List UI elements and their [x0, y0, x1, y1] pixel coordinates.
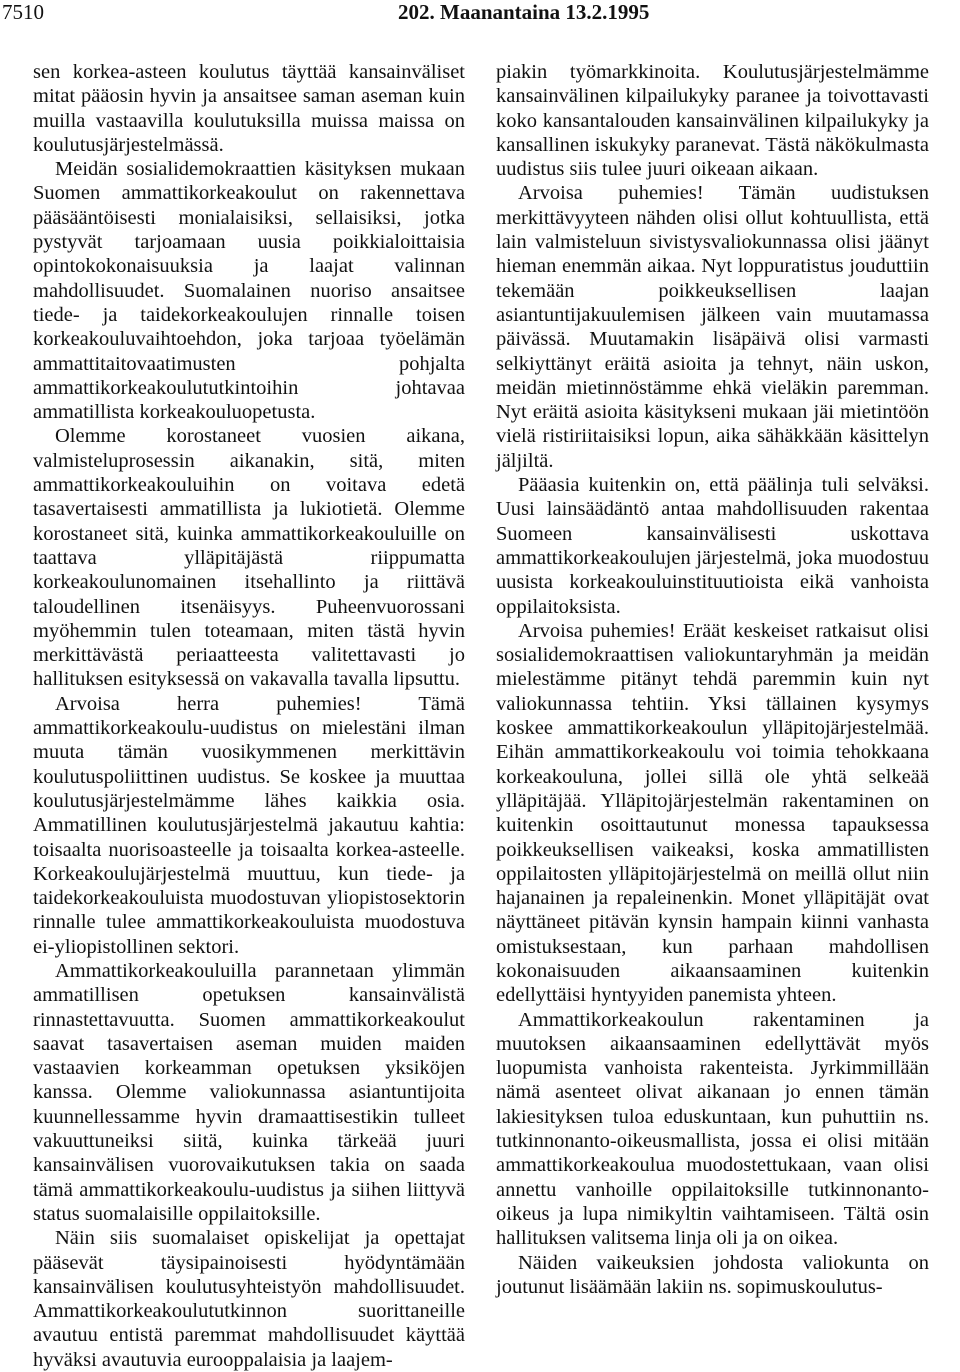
left-column: [33, 60, 465, 1372]
paragraph: Arvoisa herra puhemies! Tämä ammattikorkeakoulu-uudistus on mielestäni ilman muuta tämän vuosikymmenen merkittävin koulutuspoliittinen uudistus. Se koskee ja muuttaa koulutusjärjestelmämme lähes kaikkia osia. Ammatillinen koulutusjärjestelmä jakautuu kahtia: toisaalta nuorisoasteelle ja toisaalta korkea-asteelle. Korkeakoulujärjestelmä muuttuu, kun tiede- ja taidekorkeakouluista muodostuvan yliopistosektorin rinnalle tulee ammattikorkeakouluista muodostuva ei-yliopistollinen sektori.: [33, 692, 465, 958]
paragraph: sen korkea-asteen koulutus täyttää kansainväliset mitat pääosin hyvin ja ansaitsee saman aseman kuin muilla vastaavilla koulutuksilla muissa maissa on koulutusjärjestelmässä.: [33, 61, 465, 156]
paragraph: Arvoisa puhemies! Tämän uudistuksen merkittävyyteen nähden olisi ollut kohtuullista, että lain valmisteluun sivistysvaliokunnassa olisi jäänyt hieman enemmän aikaa. Nyt loppuratistus jouduttiin tekemään poikkeuksellisen laajan asiantuntijakuulemisen jälkeen vain muutamassa päivässä. Muutamakin lisäpäivä olisi varmasti selkiyttänyt eräitä asioita ja tehnyt, näin uskon, meidän mietinnöstämme ehkä vieläkin paremman. Nyt eräitä asioita käsitykseni mukaan jäi mietintöön vielä ristiriitaisiksi lopun, aika sähäkkään käsittelyn jäljiltä.: [496, 182, 929, 472]
running-header: 202. Maanantaina 13.2.1995: [398, 0, 650, 24]
paragraph: Näiden vaikeuksien johdosta valiokunta on joutunut lisäämään lakiin ns. sopimuskoulutus-: [496, 1251, 929, 1298]
paragraph: Ammattikorkeakouluilla parannetaan ylimmän ammatillisen opetuksen kansainvälistä rinnastettavuutta. Suomen ammattikorkeakoulut saavat tasavertaisen aseman muiden maiden vastaavien korkeamman opetuksen yksiköjen kanssa. Olemme valiokunnassa asiantuntijoita kuunnellessamme hyvin dramaattisestikin tulleet vakuuttuneiksi siitä, kuinka tärkeää juuri kansainvälisen vuorovaikutuksen takia on saada tämä ammattikorkeakoulu-uudistus ja siihen liittyvä status suomalaisille oppilaitoksille.: [33, 959, 465, 1225]
paragraph: Näin siis suomalaiset opiskelijat ja opettajat pääsevät täysipainoisesti hyödyntämään kansainvälisen koulutusyhteistyön mahdollisuudet. Ammattikorkeakoulututkinnon suorittaneille avautuu entistä paremmat mahdollisuudet käyttää hyväksi avautuvia eurooppalaisia ja laajem-: [33, 1227, 465, 1371]
page-number: 7510: [2, 0, 44, 24]
paragraph: Arvoisa puhemies! Eräät keskeiset ratkaisut olisi sosialidemokraattisen valiokuntaryhmän ja meidän mielestämme pitänyt tehdä paremmin kuin nyt valiokunnassa tehtiin. Yksi tällainen kysymys koskee ammattikorkeakoulun ylläpitojärjestelmää. Eihän ammattikorkeakoulu voi toimia tehokkaana korkeakouluna, jollei sillä ole yhtä selkeää ylläpitäjää. Ylläpitojärjestelmän rakentaminen on kuitenkin osoittautunut monessa tapauksessa poikkeuksellisen vaikeaksi, koska ammatillisten oppilaitosten ylläpitojärjestelmä on meillä ollut niin hajanainen ja repaleinenkin. Monet ylläpitäjät ovat näyttäneet pitävän kynsin hampain kiinni vanhasta omistuksestaan, kun parhaan mahdollisen kokonaisuuden aikaansaaminen kuitenkin edellyttäisi hyntyyiden panemista yhteen.: [496, 619, 929, 1007]
paragraph: Olemme korostaneet vuosien aikana, valmisteluprosessin aikanakin, sitä, miten ammattikorkeakouluihin on voitava edetä tasavertaisesti ammatillista ja lukiotietä. Olemme korostaneet sitä, kuinka ammattikorkeakouluille on taattava ylläpitäjästä riippumatta korkeakoulunomainen itsehallinto ja riittävä taloudellinen itsenäisyys. Puheenvuorossani myöhemmin tulen toteamaan, miten tästä hyvin merkittävästä periaatteesta valitettavasti jo hallituksen esityksessä on vakavalla tavalla lipsuttu.: [33, 425, 465, 691]
paragraph: Pääasia kuitenkin on, että päälinja tuli selväksi. Uusi lainsäädäntö antaa mahdollisuuden rakentaa Suomeen kansainvälisesti uskottava ammattikorkeakoulujen järjestelmä, joka muodostuu uusista korkeakouluinstituutioista eikä vanhoista oppilaitoksista.: [496, 474, 929, 618]
paragraph: Meidän sosialidemokraattien käsityksen mukaan Suomen ammattikorkeakoulut on rakennettava pääsääntöisesti monialaisiksi, sellaisiksi, jotka pystyvät tarjoamaan uusia poikkialoittaisia opintokokonaisuuksia ja laajat valinnan mahdollisuudet. Suomalainen nuoriso ansaitsee tiede- ja taidekorkeakoulujen rinnalle toisen korkeakouluvaihtoehdon, joka tarjoaa työelämän ammattitaitovaatimusten pohjalta ammattikorkeakoulututkintoihin johtavaa ammatillista korkeakouluopetusta.: [33, 158, 465, 424]
paragraph: piakin työmarkkinoita. Koulutusjärjestelmämme kansainvälinen kilpailukyky paranee ja toivottavasti koko kansantalouden kansainvälinen kilpailukyky ja kansallinen iskukyky paranevat. Tästä näkökulmasta uudistus siis tulee juuri oikeaan aikaan.: [496, 61, 929, 181]
right-column: [496, 60, 929, 1299]
paragraph: Ammattikorkeakoulun rakentaminen ja muutoksen aikaansaaminen edellyttävät myös luopumista vanhoista rakenteista. Jyrkimmillään nämä asenteet olivat aikanaan jo ennen tämän lakiesityksen tuloa eduskuntaan, kun puhuttiin ns. tutkinnonanto-oikeusmallista, jossa ei olisi mitään ammattikorkeakoulua muodostettukaan, vaan olisi annettu vanhoille oppilaitoksille tutkinnonanto-oikeus ja lupa nimikyltin vaihtamiseen. Tältä osin hallituksen valitsema linja oli ja on oikea.: [496, 1008, 929, 1250]
